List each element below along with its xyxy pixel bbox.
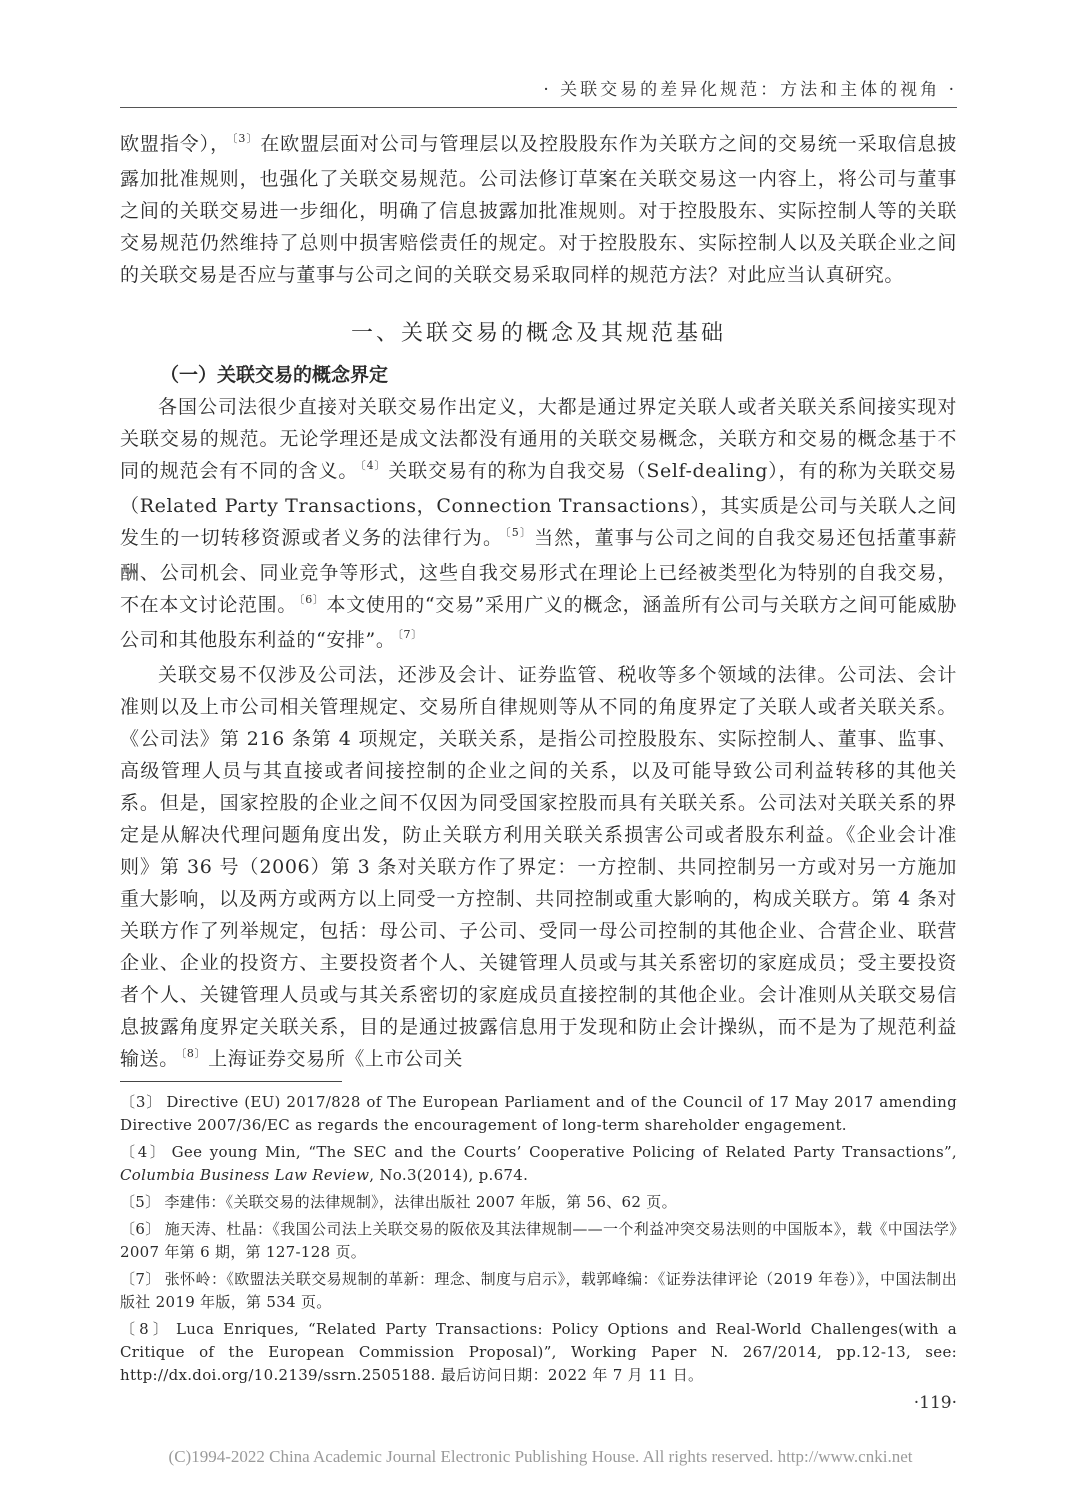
footnote-text: , No.3(2014), p.674.	[369, 1166, 529, 1184]
footnote-number: 〔8〕	[120, 1320, 173, 1338]
page-number: ·119·	[913, 1393, 957, 1413]
subsection-title: （一）关联交易的概念界定	[160, 364, 389, 386]
article-body	[120, 128, 957, 1078]
journal-title: Columbia Business Law Review	[120, 1166, 370, 1184]
footnote-text: 施天涛、杜晶：《我国公司法上关联交易的阪依及其法律规制——一个利益冲突交易法则的中国版本》，载《中国法学》2007 年第 6 期，第 127-128 页。	[120, 1220, 958, 1261]
footnote-text: 张怀岭：《欧盟法关联交易规制的革新：理念、制度与启示》，载郭峰编：《证券法律评论（2019 年卷）》，中国法制出版社 2019 年版，第 534 页。	[120, 1270, 957, 1311]
header-rule	[120, 107, 957, 108]
running-header: · 关联交易的差异化规范：方法和主体的视角 ·	[543, 80, 957, 100]
footnote-3	[120, 1091, 957, 1137]
copyright-notice: (C)1994-2022 China Academic Journal Electronic Publishing House. All rights reserved. http://www.cnki.net	[168, 1447, 913, 1466]
intro-text-a: 欧盟指令），	[120, 133, 230, 155]
footnote-ref-5[interactable]: 〔5〕	[505, 526, 533, 539]
footnote-text: Luca Enriques, “Related Party Transactions: Policy Options and Real-World Challenges(with a Critique of the European Commission Proposal)”, Working Paper N. 267/2014, pp.12-13, see: http://dx.doi.org/10.2139/ssrn.2505188. 最后访问日期：2022 年 7 月 11 日。	[120, 1320, 957, 1384]
intro-text-b: 在欧盟层面对公司与管理层以及控股股东作为关联方之间的交易统一采取信息披露加批准规则，也强化了关联交易规范。公司法修订草案在关联交易这一内容上，将公司与董事之间的关联交易进一步细化，明确了信息披露加批准规则。对于控股股东、实际控制人等的关联交易规范仍然维持了总则中损害赔偿责任的规定。对于控股股东、实际控制人以及关联企业之间的关联交易是否应与董事与公司之间的关联交易采取同样的规范方法？对此应当认真研究。	[120, 133, 957, 286]
footnote-number: 〔7〕	[120, 1270, 161, 1288]
scope-paragraph	[120, 659, 957, 1078]
definition-text-b: 关联交易有的称为自我交易（Self-dealing），有的称为关联交易（Related Party Transactions，Connection Transactions），其实质是公司与关联人之间发生的一切转移资源或者义务的法律行为。	[120, 460, 957, 549]
footnote-6	[120, 1218, 957, 1264]
footnote-ref-6[interactable]: 〔6〕	[299, 593, 325, 606]
intro-paragraph	[120, 128, 957, 291]
footnotes	[120, 1091, 957, 1391]
section-title: 一、关联交易的概念及其规范基础	[350, 321, 726, 346]
footnote-text: 李建伟：《关联交易的法律规制》，法律出版社 2007 年版，第 56、62 页。	[164, 1193, 677, 1211]
footnote-5	[120, 1191, 957, 1214]
footnote-4	[120, 1141, 957, 1187]
footnote-number: 〔5〕	[120, 1193, 161, 1211]
footnote-8	[120, 1318, 957, 1387]
footnote-number: 〔6〕	[120, 1220, 161, 1238]
footnote-number: 〔4〕	[120, 1143, 168, 1161]
footnote-text: Gee young Min, “The SEC and the Courts’ Cooperative Policing of Related Party Transactions”,	[171, 1143, 957, 1161]
definition-text-d: 本文使用的“交易”采用广义的概念，涵盖所有公司与关联方之间可能威胁公司和其他股东利益的“安排”。	[120, 594, 957, 651]
footnote-number: 〔3〕	[120, 1093, 163, 1111]
footnote-ref-3[interactable]: 〔3〕	[232, 132, 259, 145]
footnote-ref-4[interactable]: 〔4〕	[360, 459, 387, 472]
footnote-rule	[120, 1081, 342, 1082]
footnote-ref-8[interactable]: 〔8〕	[180, 1047, 207, 1060]
footnote-ref-7[interactable]: 〔7〕	[397, 628, 423, 641]
scope-text-b: 上海证券交易所《上市公司关	[208, 1048, 463, 1070]
footnote-text: Directive (EU) 2017/828 of The European Parliament and of the Council of 17 May 2017 amending Directive 2007/36/EC as regards the encouragement of long-term shareholder engagement.	[120, 1093, 957, 1134]
definition-text-a: 各国公司法很少直接对关联交易作出定义，大都是通过界定关联人或者关联关系间接实现对关联交易的规范。无论学理还是成文法都没有通用的关联交易概念，关联方和交易的概念基于不同的规范会有不同的含义。	[120, 396, 957, 482]
footnote-7	[120, 1268, 957, 1314]
definition-text-c: 当然，董事与公司之间的自我交易还包括董事薪酬、公司机会、同业竞争等形式，这些自我交易形式在理论上已经被类型化为特别的自我交易，不在本文讨论范围。	[120, 527, 957, 616]
definition-paragraph	[120, 391, 957, 659]
scope-text-a: 关联交易不仅涉及公司法，还涉及会计、证券监管、税收等多个领域的法律。公司法、会计准则以及上市公司相关管理规定、交易所自律规则等从不同的角度界定了关联人或者关联关系。《公司法》第 216 条第 4 项规定，关联关系，是指公司控股股东、实际控制人、董事、监事、高级管理人员与其直接或者间接控制的企业之间的关系，以及可能导致公司利益转移的其他关系。但是，国家控股的企业之间不仅因为同受国家控股而具有关联关系。公司法对关联关系的界定是从解决代理问题角度出发，防止关联方利用关联关系损害公司或者股东利益。《企业会计准则》第 36 号（2006）第 3 条对关联方作了界定：一方控制、共同控制另一方或对另一方施加重大影响，以及两方或两方以上同受一方控制、共同控制或重大影响的，构成关联方。第 4 条对关联方作了列举规定，包括：母公司、子公司、受同一母公司控制的其他企业、合营企业、联营企业、企业的投资方、主要投资者个人、关键管理人员或与其关系密切的家庭成员；受主要投资者个人、关键管理人员或与其关系密切的家庭成员直接控制的其他企业。会计准则从关联交易信息披露角度界定关联关系，目的是通过披露信息用于发现和防止会计操纵，而不是为了规范利益输送。	[120, 664, 957, 1070]
